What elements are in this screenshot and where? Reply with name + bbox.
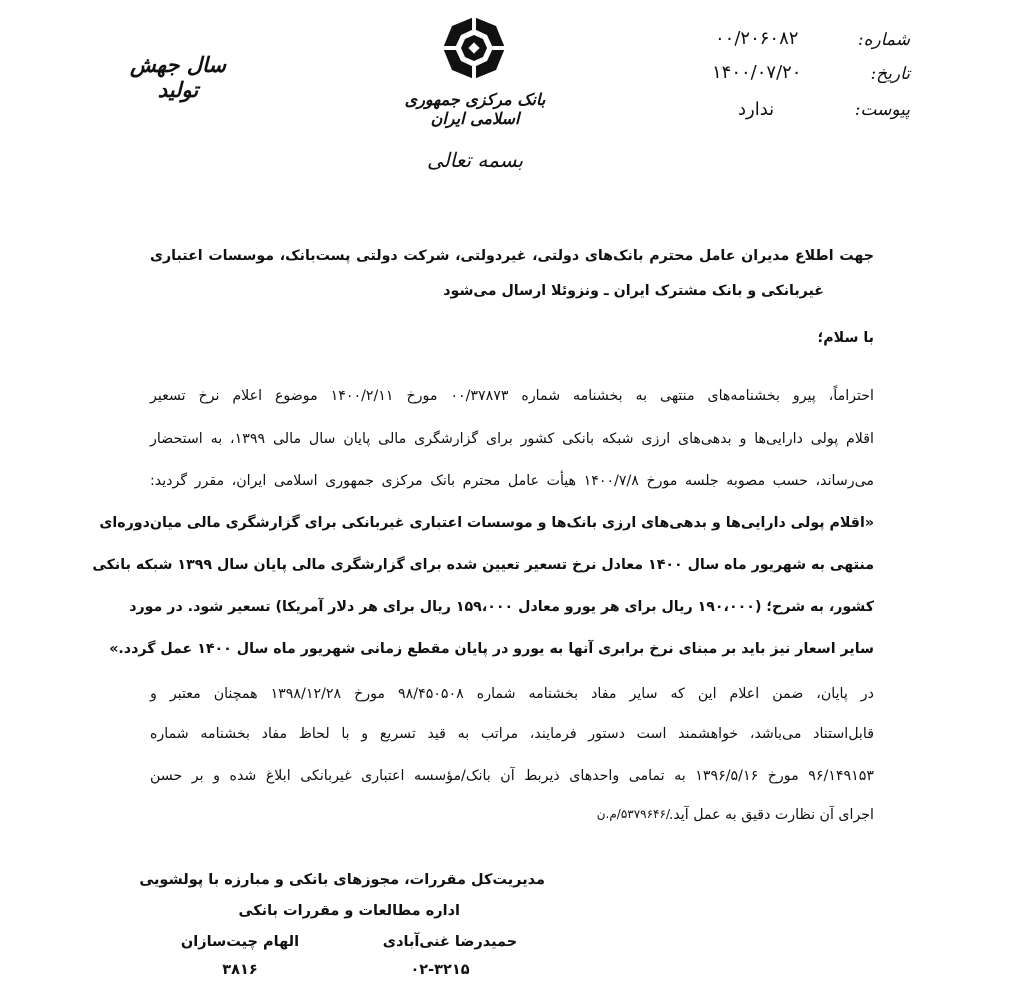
paragraph-1-line-2: اقلام پولی دارایی‌ها و بدهی‌های ارزی شبکه بانکی کشور برای گزارشگری مالی پایان سال مالی ۱۳۹۹، به استحضار: [150, 431, 874, 447]
attachment-value: ندارد: [738, 99, 775, 120]
date-value: ۱۴۰۰/۰۷/۲۰: [712, 62, 802, 83]
number-label: شماره:: [857, 30, 910, 50]
addressee-line-1: جهت اطلاع مدیران عامل محترم بانک‌های دولتی، غیردولتی، شرکت دولتی پست‌بانک، موسسات اعتباری: [150, 248, 874, 264]
quote-line-4: سایر اسعار نیز باید بر مبنای نرخ برابری آنها به یورو در پایان مقطع زمانی شهریور ماه سال ۱۴۰۰ عمل گردد.»: [109, 641, 874, 657]
signer-2-name: الهام چیت‌سازان: [180, 934, 300, 950]
greeting: با سلام؛: [817, 330, 874, 346]
quote-line-1: «اقلام پولی دارایی‌ها و بدهی‌های ارزی بانک‌ها و موسسات اعتباری غیربانکی برای گزارشگری مالی میان‌دوره‌ای: [99, 515, 874, 531]
signature-dept-1: مدیریت‌کل مقررات، مجوزهای بانکی و مبارزه با پولشویی: [139, 872, 545, 888]
quote-line-3: کشور، به شرح؛ (۱۹۰،۰۰۰ ریال برای هر یورو معادل ۱۵۹،۰۰۰ ریال برای هر دلار آمریکا) تسعیر شود. در مورد: [129, 599, 874, 615]
attachment-label: پیوست:: [854, 100, 910, 120]
signer-1-extension: ۰۲-۳۲۱۵: [410, 962, 470, 978]
addressee-line-2: غیربانکی و بانک مشترک ایران ـ ونزوئلا ارسال می‌شود: [443, 283, 824, 299]
signature-dept-2: اداره مطالعات و مقررات بانکی: [238, 903, 460, 919]
reference-code: /۵۳۷۹۶۴۶/م.ن: [596, 807, 670, 821]
basmala: بسمه تعالی: [426, 148, 524, 172]
year-slogan: سال جهش تولید: [130, 52, 226, 102]
paragraph-1-line-3: می‌رساند، حسب مصوبه جلسه مورخ ۱۴۰۰/۷/۸ هیأت عامل محترم بانک مرکزی جمهوری اسلامی ایران، مقرر گردید:: [150, 473, 875, 489]
paragraph-2-line-4: اجرای آن نظارت دقیق به عمل آید.: [668, 807, 874, 823]
paragraph-1-line-1: احتراماً، پیرو بخشنامه‌های منتهی به بخشنامه شماره ۰۰/۳۷۸۷۳ مورخ ۱۴۰۰/۲/۱۱ موضوع اعلام نرخ تسعیر: [150, 388, 874, 404]
bank-name: بانک مرکزی جمهوری اسلامی ایران: [404, 90, 546, 128]
date-label: تاریخ:: [870, 64, 910, 84]
number-value: ۰۰/۲۰۶۰۸۲: [715, 28, 799, 49]
central-bank-logo-icon: [440, 14, 508, 82]
paragraph-2-line-2: قابل‌استناد می‌باشد، خواهشمند است دستور فرمایند، مراتب به قید تسریع و با لحاظ مفاد بخشنامه شماره: [150, 726, 874, 742]
paragraph-2-line-3: ۹۶/۱۴۹۱۵۳ مورخ ۱۳۹۶/۵/۱۶ به تمامی واحدهای ذیربط آن بانک/مؤسسه اعتباری غیربانکی ابلاغ شده و بر حسن: [150, 768, 874, 784]
paragraph-2-line-1: در پایان، ضمن اعلام این که سایر مفاد بخشنامه شماره ۹۸/۴۵۰۵۰۸ مورخ ۱۳۹۸/۱۲/۲۸ همچنان معتبر و: [150, 686, 874, 702]
signer-1-name: حمیدرضا غنی‌آبادی: [382, 934, 518, 950]
signer-2-extension: ۳۸۱۶: [222, 962, 258, 978]
quote-line-2: منتهی به شهریور ماه سال ۱۴۰۰ معادل نرخ تسعیر تعیین شده برای گزارشگری مالی پایان سال ۱۳۹۹ شبکه بانکی: [92, 557, 874, 573]
